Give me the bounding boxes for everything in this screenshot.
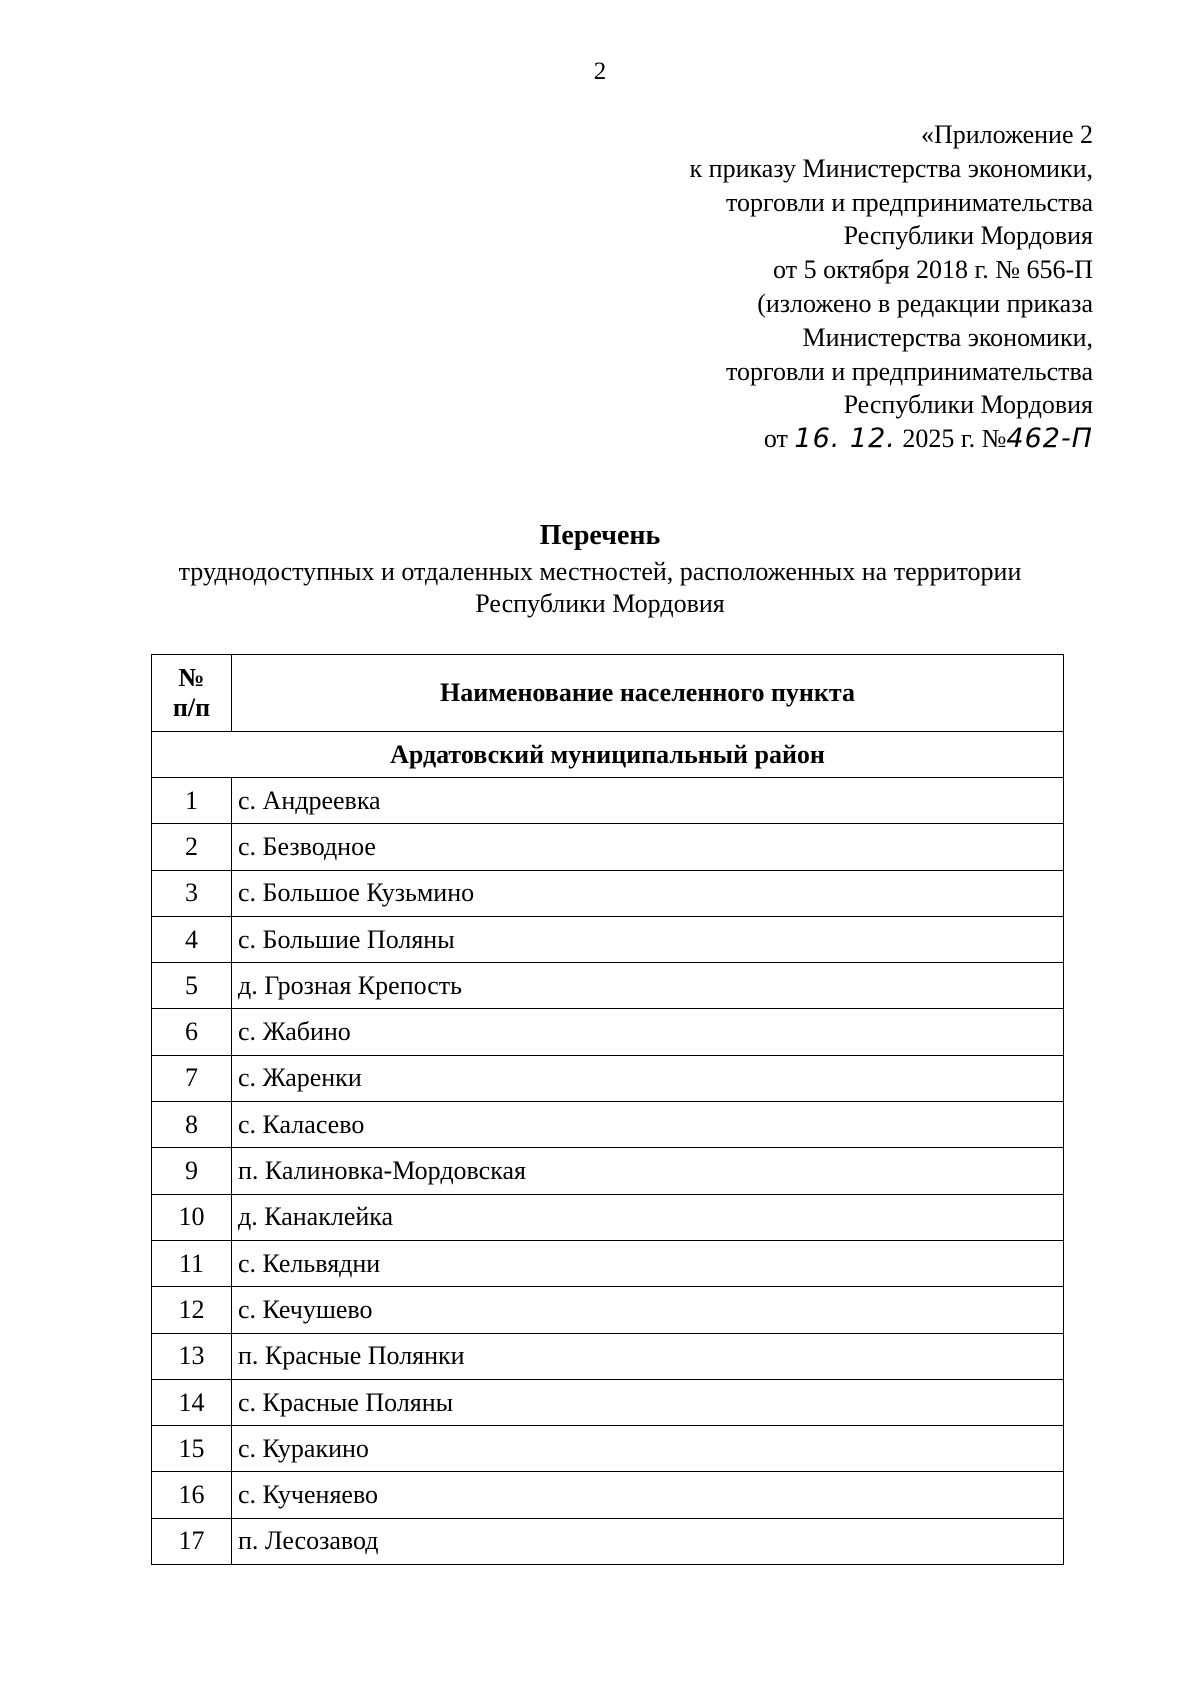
settlement-name: с. Кечушево	[232, 1287, 1064, 1333]
settlement-name: с. Кельвядни	[232, 1240, 1064, 1286]
settlement-name: с. Большое Кузьмино	[232, 870, 1064, 916]
row-number: 17	[152, 1518, 232, 1564]
row-number: 6	[152, 1009, 232, 1055]
district-name: Ардатовский муниципальный район	[152, 732, 1064, 778]
appendix-line: Министерства экономики,	[802, 322, 1093, 352]
table-row	[152, 1333, 1064, 1379]
table-row	[152, 1102, 1064, 1148]
table-row	[152, 963, 1064, 1009]
table-row	[152, 1287, 1064, 1333]
appendix-line: «Приложение 2	[920, 120, 1093, 149]
table-row	[152, 916, 1064, 962]
settlement-name: п. Красные Полянки	[232, 1333, 1064, 1379]
settlement-name: с. Куракино	[232, 1426, 1064, 1472]
document-subtitle: Республики Мордовия	[475, 589, 725, 618]
places-table	[151, 654, 1064, 1565]
row-number: 10	[152, 1194, 232, 1240]
page-number: 2	[593, 58, 607, 85]
row-number: 14	[152, 1379, 232, 1425]
row-number: 16	[152, 1472, 232, 1518]
row-number: 3	[152, 870, 232, 916]
appendix-header	[453, 118, 1093, 456]
appendix-line: к приказу Министерства экономики,	[689, 153, 1093, 183]
column-header-number	[152, 655, 232, 732]
table-row	[152, 1148, 1064, 1194]
row-number: 15	[152, 1426, 232, 1472]
column-header-number-line: п/п	[172, 693, 211, 722]
appendix-line: (изложено в редакции приказа	[757, 288, 1093, 318]
column-header-number-line: №	[178, 663, 205, 692]
appendix-line: от 5 октября 2018 г. № 656-П	[773, 255, 1093, 285]
settlement-name: с. Андреевка	[232, 778, 1064, 824]
document-subtitle: труднодоступных и отдаленных местностей, расположенных на территории	[178, 557, 1022, 586]
table-row	[152, 1472, 1064, 1518]
table-row	[152, 824, 1064, 870]
settlement-name: п. Калиновка-Мордовская	[232, 1148, 1064, 1194]
settlement-name: с. Большие Поляны	[232, 916, 1064, 962]
settlement-name: д. Грозная Крепость	[232, 963, 1064, 1009]
row-number: 8	[152, 1102, 232, 1148]
table-row	[152, 778, 1064, 824]
settlement-name: д. Канаклейка	[232, 1194, 1064, 1240]
settlement-name: с. Кученяево	[232, 1472, 1064, 1518]
row-number: 4	[152, 916, 232, 962]
settlement-name: п. Лесозавод	[232, 1518, 1064, 1564]
settlement-name: с. Безводное	[232, 824, 1064, 870]
table-row	[152, 1055, 1064, 1101]
table-row	[152, 1009, 1064, 1055]
appendix-line: торговли и предпринимательства	[725, 356, 1093, 386]
appendix-line: торговли и предпринимательства	[725, 187, 1093, 217]
column-header-name: Наименование населенного пункта	[232, 655, 1064, 732]
settlement-name: с. Жаренки	[232, 1055, 1064, 1101]
row-number: 7	[152, 1055, 232, 1101]
row-number: 2	[152, 824, 232, 870]
appendix-date-line	[453, 422, 1093, 456]
row-number: 1	[152, 778, 232, 824]
row-number: 11	[152, 1240, 232, 1286]
table-row	[152, 1240, 1064, 1286]
row-number: 5	[152, 963, 232, 1009]
table-row	[152, 870, 1064, 916]
settlement-name: с. Красные Поляны	[232, 1379, 1064, 1425]
district-row	[152, 732, 1064, 778]
row-number: 12	[152, 1287, 232, 1333]
settlement-name: с. Жабино	[232, 1009, 1064, 1055]
date-prefix: от	[763, 424, 788, 454]
table-row	[152, 1518, 1064, 1564]
row-number: 9	[152, 1148, 232, 1194]
table-row	[152, 1194, 1064, 1240]
appendix-line: Республики Мордовия	[843, 221, 1093, 251]
settlement-name: с. Каласево	[232, 1102, 1064, 1148]
table-row	[152, 1379, 1064, 1425]
handwritten-date: 16. 12.	[794, 423, 896, 455]
date-year: 2025 г. №	[902, 424, 1007, 454]
handwritten-order-number: 462-П	[1006, 423, 1093, 455]
document-title-block	[0, 520, 1200, 620]
appendix-line: Республики Мордовия	[843, 390, 1093, 420]
document-title: Перечень	[539, 520, 661, 551]
row-number: 13	[152, 1333, 232, 1379]
table-row	[152, 1426, 1064, 1472]
table-header-row	[152, 655, 1064, 732]
